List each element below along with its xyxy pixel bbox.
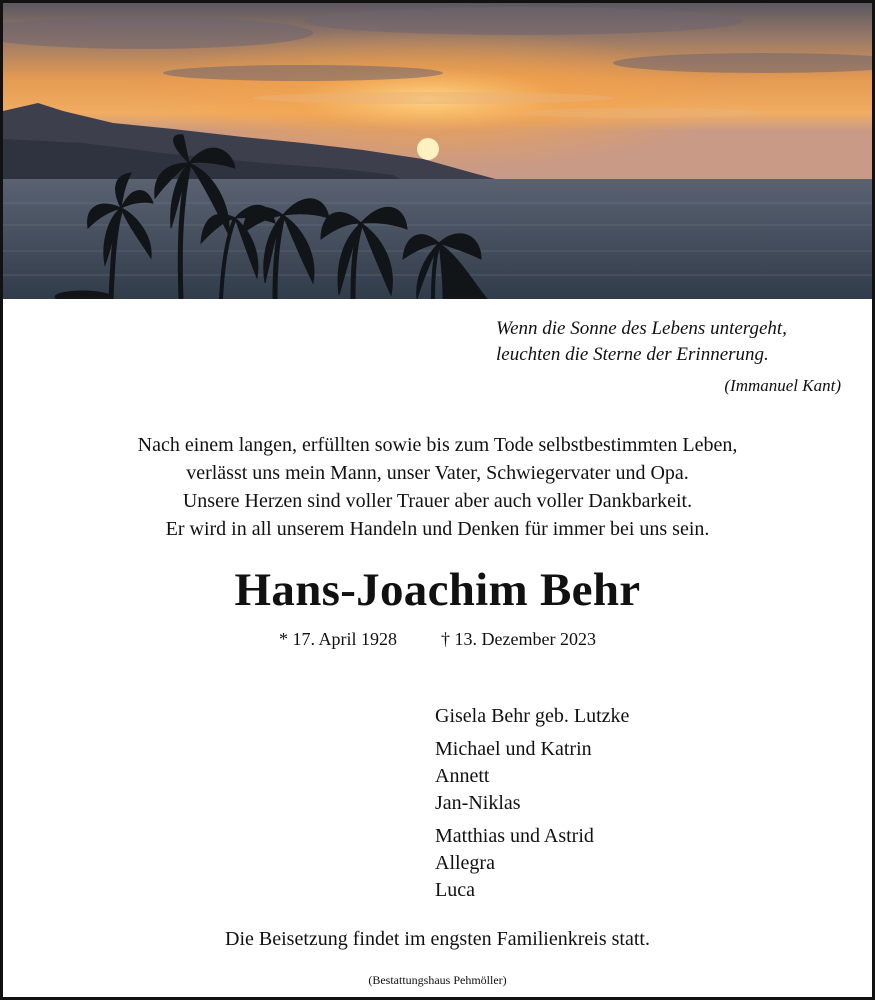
undertaker-credit: (Bestattungshaus Pehmöller): [368, 973, 507, 987]
mourner-name: Jan-Niklas: [435, 792, 521, 814]
mourner-name: Matthias und Astrid: [435, 825, 594, 847]
text-line: Nach einem langen, erfüllten sowie bis zum Tode selbstbestimmten Leben,: [137, 434, 738, 456]
quote-author: (Immanuel Kant): [724, 376, 841, 395]
mourner-name: Michael und Katrin: [435, 738, 592, 760]
obituary-text: [3, 431, 872, 543]
mourner-name: Luca: [435, 879, 475, 901]
quote-line: leuchten die Sterne der Erinnerung.: [496, 344, 769, 365]
mourner-name: Allegra: [435, 852, 495, 874]
quote: [496, 316, 841, 368]
life-dates: [3, 629, 872, 650]
text-line: Unsere Herzen sind voller Trauer aber auch voller Dankbarkeit.: [182, 490, 693, 512]
family-group: [435, 703, 629, 730]
text-line: verlässt uns mein Mann, unser Vater, Schwiegervater und Opa.: [186, 462, 689, 484]
sunset-palms-photo: [3, 3, 872, 299]
mourner-name: Gisela Behr geb. Lutzke: [435, 705, 630, 727]
deceased-name: Hans-Joachim Behr: [234, 564, 641, 616]
quote-line: Wenn die Sonne des Lebens untergeht,: [496, 318, 787, 339]
mourner-name: Annett: [435, 765, 490, 787]
death-date: † 13. Dezember 2023: [441, 629, 596, 649]
funeral-notice: Die Beisetzung findet im engsten Familienkreis statt.: [225, 928, 650, 950]
text-line: Er wird in all unserem Handeln und Denken für immer bei uns sein.: [165, 518, 710, 540]
birth-date: * 17. April 1928: [279, 629, 398, 649]
mourners-list: [435, 703, 629, 910]
family-group: [435, 823, 629, 904]
family-group: [435, 736, 629, 817]
